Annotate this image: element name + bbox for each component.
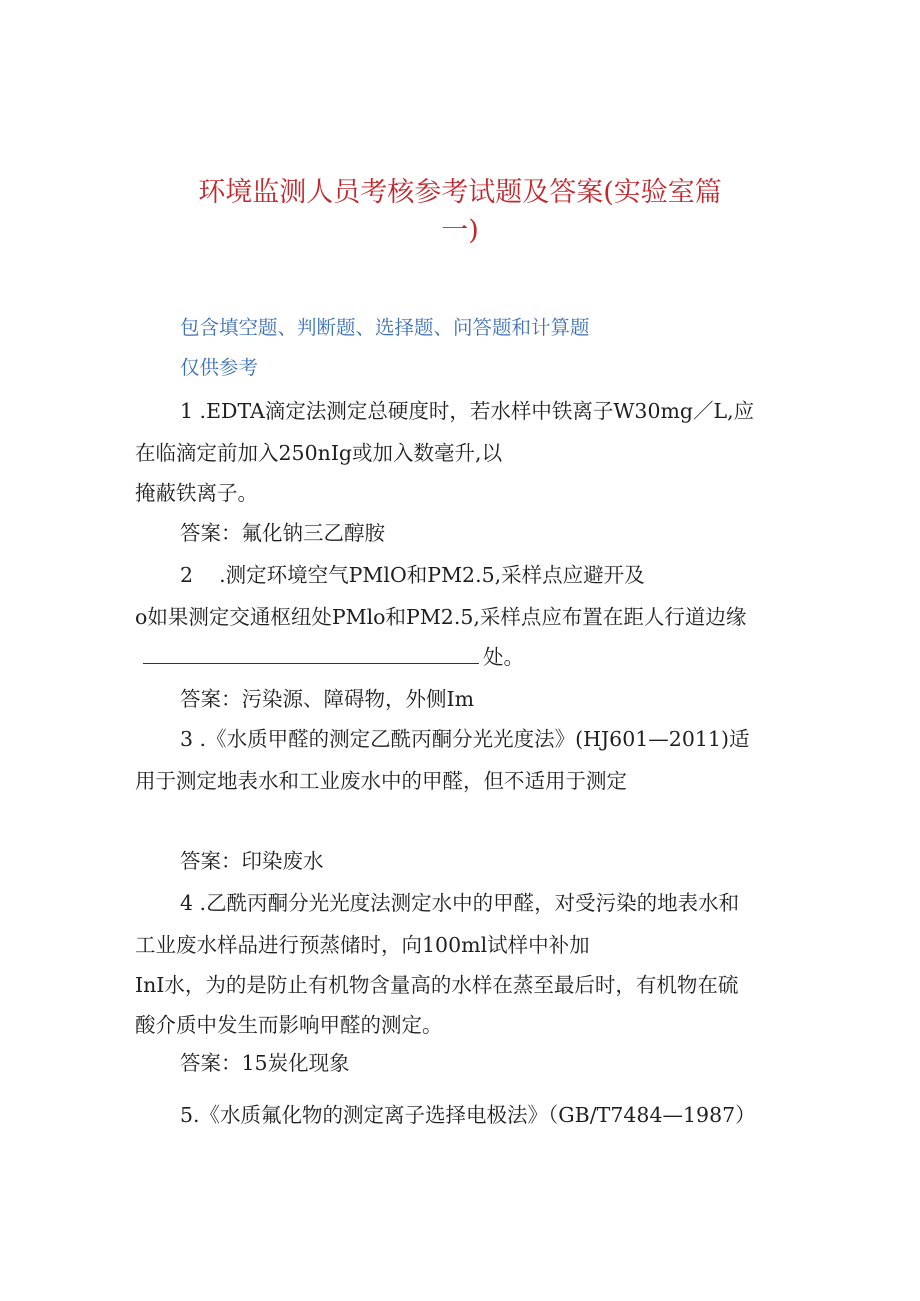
question-4-line-4: 酸介质中发生而影响甲醛的测定。 xyxy=(135,1013,443,1037)
question-2-line-3-text: 处。 xyxy=(483,645,524,669)
question-4-answer: 答案：15炭化现象 xyxy=(180,1051,350,1075)
document-title-line1: 环境监测人员考核参考试题及答案(实验室篇 xyxy=(198,177,722,208)
question-1-line-1: 1 .EDTA滴定法测定总硬度时，若水样中铁离子W30mg／L,应 xyxy=(180,399,755,423)
document-note: 仅供参考 xyxy=(180,356,259,379)
question-1-answer: 答案：氟化钠三乙醇胺 xyxy=(180,521,385,545)
document-subtitle: 包含填空题、判断题、选择题、问答题和计算题 xyxy=(180,316,590,339)
question-2-answer: 答案：污染源、障碍物，外侧Im xyxy=(180,687,475,711)
question-3-line-1: 3 .《水质甲醛的测定乙酰丙酮分光光度法》(HJ601—2011)适 xyxy=(180,727,750,751)
question-5-line-1: 5.《水质氟化物的测定离子选择电极法》（GB/T7484—1987） xyxy=(180,1103,756,1127)
question-4-line-1: 4 .乙酰丙酮分光光度法测定水中的甲醛，对受污染的地表水和 xyxy=(180,891,740,915)
question-4-line-3: InI水，为的是防止有机物含量高的水样在蒸至最后时，有机物在硫 xyxy=(135,973,739,997)
question-4-line-2: 工业废水样品进行预蒸储时，向100ml试样中补加 xyxy=(135,933,590,957)
question-1-line-3: 掩蔽铁离子。 xyxy=(135,481,258,505)
question-3-answer: 答案：印染废水 xyxy=(180,849,324,873)
question-2-line-1: 2 .测定环境空气PMlO和PM2.5,采样点应避开及 xyxy=(180,563,645,587)
question-2-line-3 xyxy=(143,640,524,670)
question-3-line-2: 用于测定地表水和工业废水中的甲醛，但不适用于测定 xyxy=(135,769,627,793)
question-1-line-2: 在临滴定前加入250nIg或加入数毫升,以 xyxy=(135,441,503,465)
question-2-line-2: o如果测定交通枢纽处PMlo和PM2.5,采样点应布置在距人行道边缘 xyxy=(135,605,747,629)
document-title-line2: 一) xyxy=(441,215,479,246)
fill-in-blank xyxy=(143,647,479,664)
